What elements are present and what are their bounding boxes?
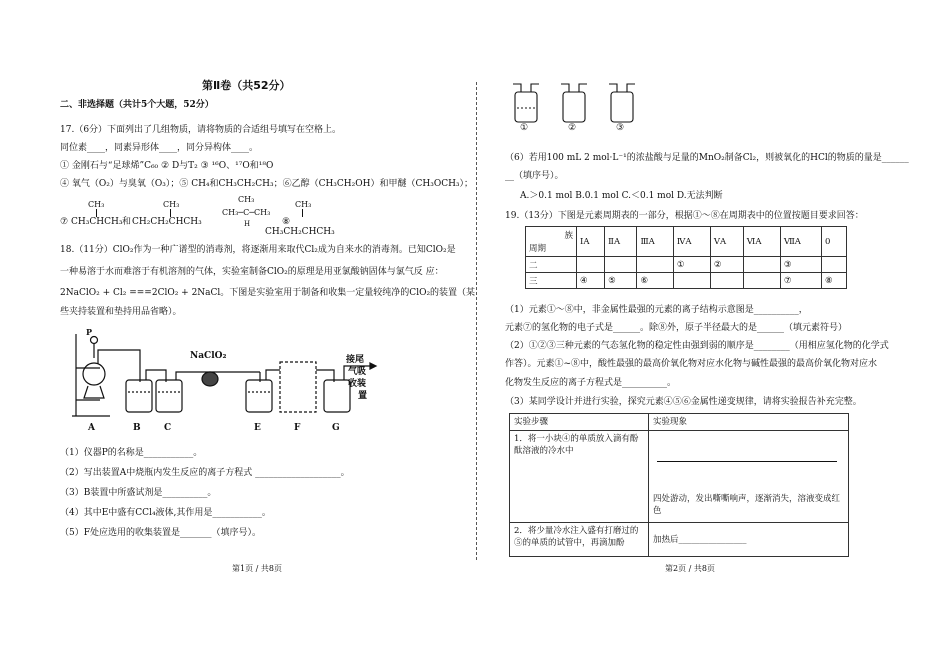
q18-sub2: （2）写出装置A中烧瓶内发生反应的离子方程式 ___________________。 xyxy=(60,468,350,478)
struct-a: CH₃CHCH₃ xyxy=(71,217,123,227)
q17-line3: ① 金刚石与“足球烯”C₆₀ ② D与T₂ ③ ¹⁶O、¹⁷O和¹⁸O xyxy=(60,161,274,171)
q17-line2: 同位素____，同素异形体____，同分异构体____。 xyxy=(60,143,259,153)
fig-label-p: P xyxy=(86,327,93,337)
table-cell xyxy=(605,257,637,273)
table-row xyxy=(526,273,847,289)
fig-tail-2: 气吸 xyxy=(348,367,367,377)
exp-header-step: 实验步骤 xyxy=(510,414,649,431)
struct-a-top: CH₃ xyxy=(88,200,105,209)
gas-fig-label-1: ① xyxy=(520,123,529,133)
q18-line1: 18.（11分）ClO₂作为一种广谱型的消毒剂，将逐渐用来取代Cl₂成为自来水的消毒剂。已知ClO₂是 xyxy=(60,245,456,255)
fig-tail-4: 置 xyxy=(358,391,368,401)
exp-obs-2: 加热后________________ xyxy=(649,523,849,557)
fig-label-c: C xyxy=(164,423,172,433)
q18-sub1: （1）仪器P的名称是___________。 xyxy=(60,448,203,458)
part-heading: 二、非选择题（共计5个大题，52分） xyxy=(60,100,214,110)
fig-label-f: F xyxy=(294,423,301,433)
table-cell xyxy=(710,273,743,289)
table-cell xyxy=(821,257,846,273)
table-cell: ① xyxy=(673,257,710,273)
struct-c-top: CH₃ xyxy=(238,195,255,204)
fig-label-a: A xyxy=(88,423,95,433)
q17-line4: ④ 氧气（O₂）与臭氧（O₃）；⑤ CH₄和CH₃CH₂CH₃；⑥乙醇（CH₃CH₂OH）和甲醚（CH₃OCH₃）； xyxy=(60,179,474,189)
fig-label-g: G xyxy=(332,423,340,433)
struct-d-top: CH₃ xyxy=(295,200,312,209)
exp-obs-1-blank xyxy=(657,461,837,462)
section-title: 第Ⅱ卷（共52分） xyxy=(202,79,291,92)
q19-3: （3）某同学设计并进行实验，探究元素④⑤⑥金属性递变规律，请将实验报告补充完整。 xyxy=(505,397,862,407)
table-cell: ③ xyxy=(780,257,821,273)
struct-label-7: ⑦ xyxy=(60,217,69,227)
fig-label-e: E xyxy=(254,423,261,433)
table-cell xyxy=(743,257,780,273)
q18-line3: 2NaClO₂ + Cl₂ ===2ClO₂ + 2NaCl。下图是实验室用于制备和收集一定量较纯净的ClO₂的装置（某 xyxy=(60,288,476,298)
exp-step-2: 2．将少量冷水注入盛有打磨过的⑤的单质的试管中，再滴加酚 xyxy=(510,523,649,557)
q19-2b: 作答）。元素①~⑧中，酸性最强的最高价氧化物对应水化物与碱性最强的最高价氧化物对应水 xyxy=(505,359,878,369)
q17-stem: 17.（6分）下面列出了几组物质，请将物质的合适组号填写在空格上。 xyxy=(60,125,342,135)
table-cell xyxy=(743,273,780,289)
q19-stem: 19.（13分）下图是元素周期表的一部分，根据①～⑧在周期表中的位置按题目要求回答： xyxy=(505,211,864,221)
exp-step-1: 1．将一小块④的单质放入滴有酚酞溶液的冷水中 xyxy=(510,431,649,523)
struct-d-bond xyxy=(302,209,303,217)
q6-options: A.＞0.1 mol B.0.1 mol C.＜0.1 mol D.无法判断 xyxy=(520,191,723,201)
group-header: ⅣA xyxy=(673,227,710,257)
table-row xyxy=(526,257,847,273)
table-cell: ④ xyxy=(577,273,605,289)
table-row xyxy=(510,523,849,557)
q6-line2: __（填序号）。 xyxy=(505,171,564,181)
struct-b-top: CH₃ xyxy=(163,200,180,209)
corner-top: 族 xyxy=(564,231,573,241)
struct-and: 和 xyxy=(122,217,132,227)
table-cell xyxy=(637,257,673,273)
apparatus-figure xyxy=(70,326,400,438)
experiment-table xyxy=(509,413,849,557)
corner-bottom: 周期 xyxy=(529,244,547,254)
table-row xyxy=(510,431,849,523)
group-header: ⅠA xyxy=(577,227,605,257)
exp-obs-1-cell xyxy=(649,431,849,523)
table-cell: ⑧ xyxy=(821,273,846,289)
group-header: 0 xyxy=(821,227,846,257)
fig-label-b: B xyxy=(133,423,141,433)
group-header: ⅡA xyxy=(605,227,637,257)
exp-header-obs: 实验现象 xyxy=(649,414,849,431)
group-header: ⅤA xyxy=(710,227,743,257)
gas-fig-label-3: ③ xyxy=(616,123,625,133)
struct-label-8: ⑧ xyxy=(282,217,291,227)
table-corner xyxy=(526,227,577,257)
group-header: ⅢA xyxy=(637,227,673,257)
table-cell xyxy=(673,273,710,289)
period-label: 二 xyxy=(526,257,577,273)
table-cell: ⑦ xyxy=(780,273,821,289)
q19-2a: （2）①②③三种元素的气态氢化物的稳定性由强到弱的顺序是________（用相应氢化物的化学式 xyxy=(505,341,889,351)
page-divider xyxy=(476,82,477,560)
q19-2c: 化物发生反应的离子方程式是__________。 xyxy=(505,378,677,388)
fig-tail-3: 收装 xyxy=(348,379,367,389)
struct-d: CH₃CH₂CHCH₃ xyxy=(265,227,335,237)
fig-label-d: D xyxy=(204,387,211,397)
q18-line2: 一种易溶于水而难溶于有机溶剂的气体，实验室制备ClO₂的原理是用亚氯酸钠固体与氯气反 应： xyxy=(60,267,444,277)
struct-c-bottom: H xyxy=(244,220,251,228)
q18-sub3: （3）B装置中所盛试剂是__________。 xyxy=(60,488,217,498)
q6-line1: （6）若用100 mL 2 mol·L⁻¹的浓盐酸与足量的MnO₂制备Cl₂，则被氧化的HCl的物质的量是______ xyxy=(505,153,909,163)
fig-label-naclo2: NaClO₂ xyxy=(190,351,227,361)
period-label: 三 xyxy=(526,273,577,289)
q19-1b: 元素⑦的氢化物的电子式是______。除⑧外，原子半径最大的是______（填元素符号） xyxy=(505,323,848,333)
footer-left: 第1页 / 共8页 xyxy=(232,564,282,573)
table-cell: ⑤ xyxy=(605,273,637,289)
q19-1a: （1）元素①～⑧中，非金属性最强的元素的离子结构示意图是__________， xyxy=(505,305,808,315)
struct-c: CH₃─C─CH₃ xyxy=(222,208,271,217)
q18-sub5: （5）F处应选用的收集装置是_______（填序号）。 xyxy=(60,528,261,538)
table-cell: ⑥ xyxy=(637,273,673,289)
group-header: ⅦA xyxy=(780,227,821,257)
table-cell: ② xyxy=(710,257,743,273)
footer-right: 第2页 / 共8页 xyxy=(665,564,715,573)
table-cell xyxy=(577,257,605,273)
fig-tail-1: 接尾 xyxy=(346,355,365,365)
q18-line4: 些夹持装置和垫持用品省略）。 xyxy=(60,307,182,317)
periodic-table xyxy=(525,226,847,289)
gas-fig-label-2: ② xyxy=(568,123,577,133)
struct-b: CH₂CH₂CHCH₃ xyxy=(132,217,202,227)
gas-bottles-figure xyxy=(505,78,645,136)
q18-sub4: （4）其中E中盛有CCl₄液体,其作用是___________。 xyxy=(60,508,271,518)
group-header: ⅥA xyxy=(743,227,780,257)
exp-obs-1: 四处游动，发出嘶嘶响声，逐渐消失，溶液变成红色 xyxy=(653,494,841,516)
